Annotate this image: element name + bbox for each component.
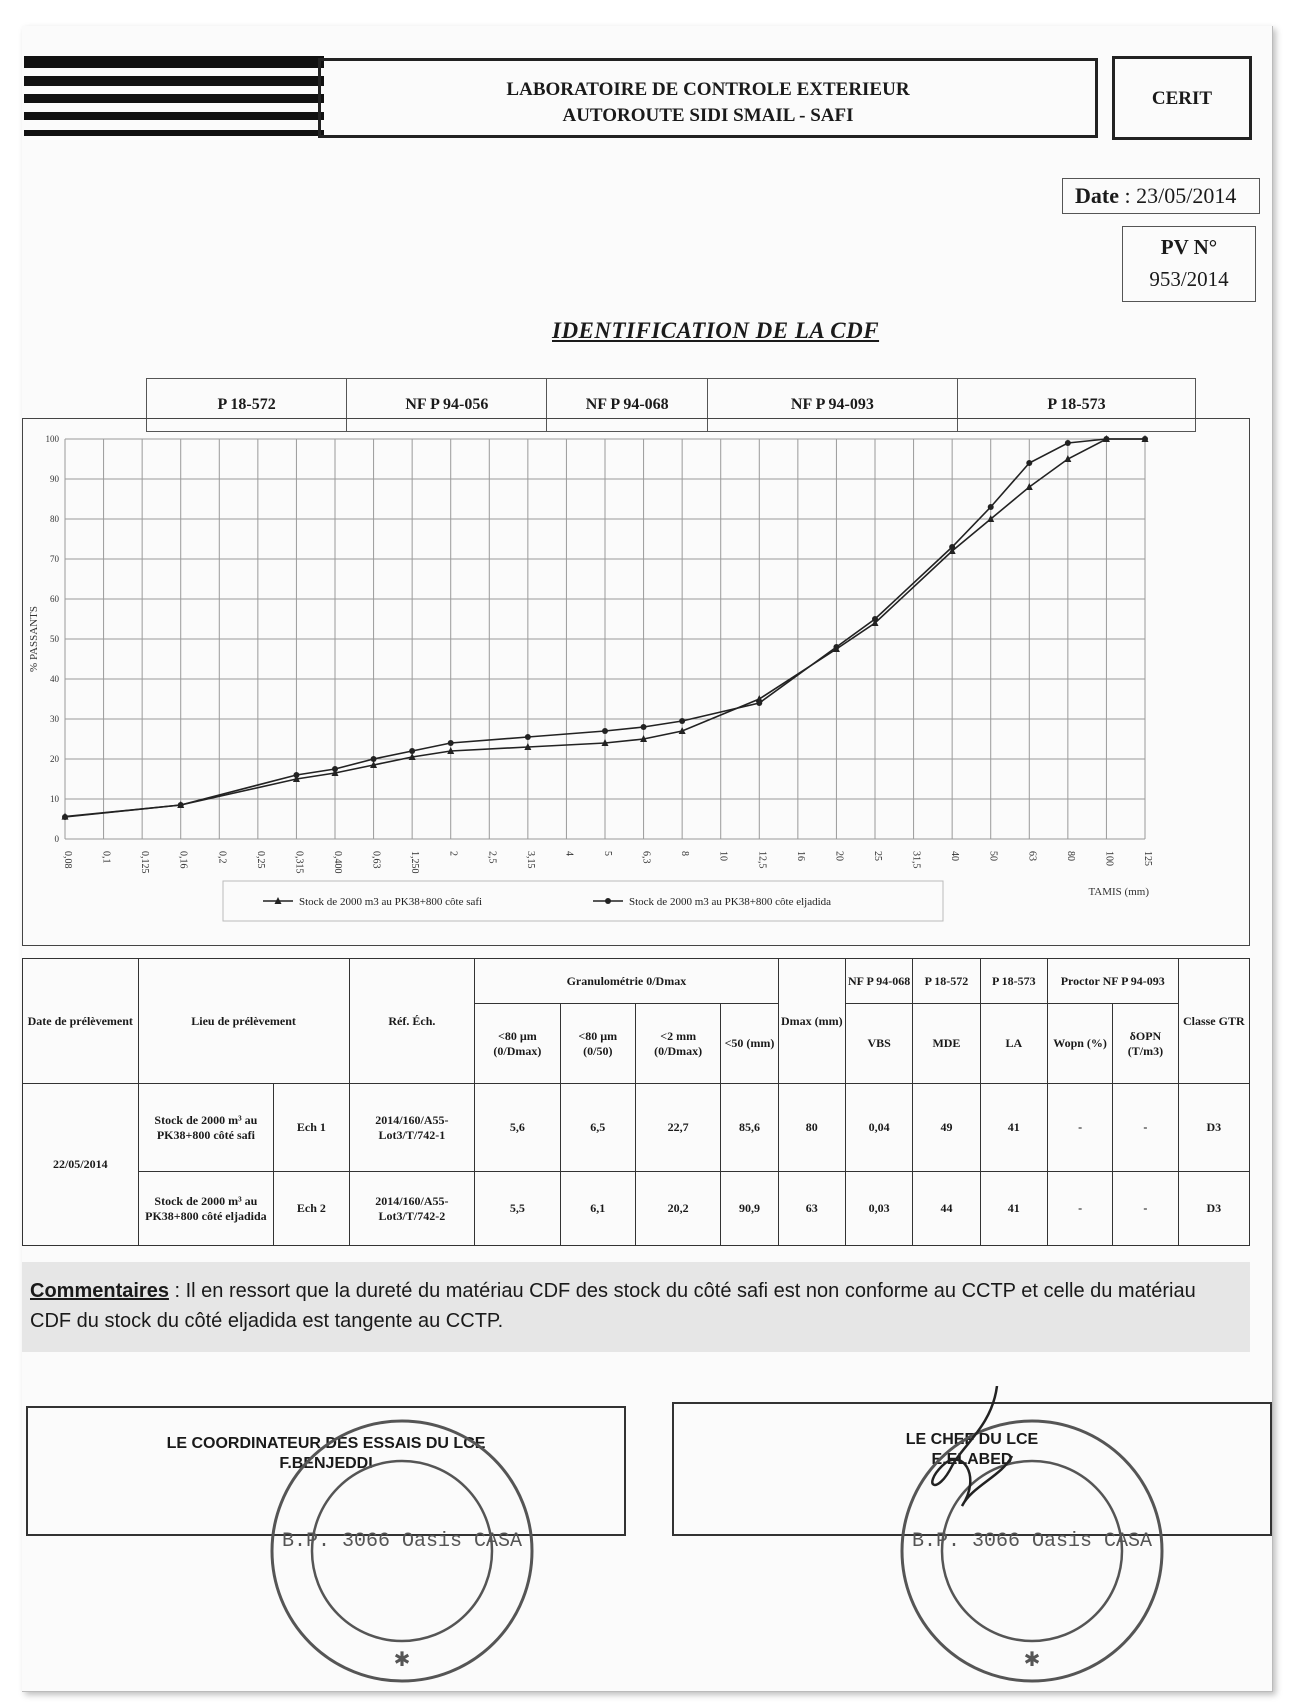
cell-vbs: 0,03 [845, 1172, 912, 1246]
x-tick-label: 0,1 [100, 851, 112, 864]
data-point [1142, 436, 1148, 442]
company-logo [24, 42, 324, 142]
y-tick-label: 0 [54, 834, 59, 844]
cell-dmax: 63 [778, 1172, 845, 1246]
cell-date: 22/05/2014 [23, 1084, 139, 1246]
coordinator-name: F.BENJEDDI [279, 1455, 373, 1472]
page-title: IDENTIFICATION DE LA CDF [552, 318, 880, 343]
th-g3: <2 mm (0/Dmax) [635, 1004, 720, 1084]
th-dopn: δOPN (T/m3) [1113, 1004, 1178, 1084]
th-g2: <80 µm (0/50) [560, 1004, 635, 1084]
norm-cell: P 18-572 [147, 379, 347, 431]
x-tick-label: 80 [1064, 851, 1076, 861]
data-point [949, 544, 955, 550]
cell-classe: D3 [1178, 1084, 1249, 1172]
x-tick-label: 40 [949, 851, 961, 861]
y-tick-label: 70 [50, 554, 59, 564]
header-box [318, 58, 1098, 138]
th-classe: Classe GTR [1178, 959, 1249, 1084]
pv-value: 953/2014 [1149, 267, 1229, 291]
x-tick-label: 100 [1103, 851, 1115, 866]
data-point [409, 748, 415, 754]
x-tick-label: 16 [794, 851, 806, 861]
th-ref: Réf. Éch. [349, 959, 475, 1084]
cell-g3: 20,2 [635, 1172, 720, 1246]
x-tick-label: 12,5 [756, 851, 768, 869]
x-tick-label: 1,250 [409, 851, 421, 874]
norm-cell: NF P 94-056 [347, 379, 547, 431]
x-tick-label: 3,15 [524, 851, 536, 869]
svg-text:✱: ✱ [393, 1649, 411, 1671]
th-mde: MDE [913, 1004, 980, 1084]
comments-text: : Il en ressort que la dureté du matériau CDF des stock du côté safi est non conforme au CCTP et celle du matériau CDF du stock du côté eljadida est tangente au CCTP. [30, 1280, 1196, 1332]
x-tick-label: 4 [563, 851, 575, 856]
cell-vbs: 0,04 [845, 1084, 912, 1172]
official-stamp-left [242, 1416, 562, 1686]
data-point [62, 814, 68, 820]
x-tick-label: 0,25 [254, 851, 266, 869]
norm-cell: NF P 94-068 [547, 379, 707, 431]
x-tick-label: 0,2 [216, 851, 228, 864]
data-point [1026, 483, 1033, 490]
cell-g4: 85,6 [721, 1084, 778, 1172]
y-tick-label: 20 [50, 754, 59, 764]
th-dmax: Dmax (mm) [778, 959, 845, 1084]
x-tick-label: 0,315 [293, 851, 305, 874]
data-point [988, 504, 994, 510]
cell-ref: 2014/160/A55-Lot3/T/742-1 [349, 1084, 475, 1172]
data-point [525, 734, 531, 740]
x-tick-label: 20 [833, 851, 845, 861]
cell-mde: 44 [913, 1172, 980, 1246]
company-name: CERIT [1112, 56, 1252, 140]
date-value: 23/05/2014 [1136, 183, 1237, 208]
cell-classe: D3 [1178, 1172, 1249, 1246]
y-tick-label: 100 [45, 434, 59, 444]
x-tick-label: 63 [1026, 851, 1038, 861]
cell-g1: 5,6 [475, 1084, 560, 1172]
y-tick-label: 30 [50, 714, 59, 724]
cell-ech: Ech 2 [274, 1172, 349, 1246]
x-tick-label: 31,5 [910, 851, 922, 869]
x-tick-label: 0,08 [62, 851, 73, 869]
data-point [872, 616, 878, 622]
cell-dopn: - [1113, 1084, 1178, 1172]
pv-box [1122, 226, 1256, 302]
data-point [1065, 440, 1071, 446]
x-tick-label: 125 [1142, 851, 1153, 866]
data-point [1026, 460, 1032, 466]
data-point [679, 718, 685, 724]
table-row [23, 1172, 1250, 1246]
document-sheet [22, 26, 1273, 1692]
stamp-left-text: B.P. 3066 Oasis CASA [281, 1530, 523, 1553]
grading-chart [22, 418, 1250, 946]
data-point [448, 740, 454, 746]
data-point [293, 772, 299, 778]
data-point [371, 756, 377, 762]
x-tick-label: 0,400 [332, 851, 343, 874]
norm-cell: NF P 94-093 [708, 379, 958, 431]
stamp-right-text: B.P. 3066 Oasis CASA [911, 1530, 1153, 1553]
cell-ref: 2014/160/A55-Lot3/T/742-2 [349, 1172, 475, 1246]
cell-ech: Ech 1 [274, 1084, 349, 1172]
header-line2: AUTOROUTE SIDI SMAIL - SAFI [562, 105, 854, 126]
table-row [23, 1084, 1250, 1172]
pv-label: PV N° [1160, 235, 1218, 259]
chief-title: LE CHEF DU LCE [905, 1431, 1039, 1448]
data-point [602, 728, 608, 734]
th-g4: <50 (mm) [721, 1004, 778, 1084]
cell-lieu: Stock de 2000 m³ au PK38+800 côté safi [138, 1084, 274, 1172]
th-p572: P 18-572 [913, 959, 980, 1004]
th-wopn: Wopn (%) [1047, 1004, 1112, 1084]
cell-wopn: - [1047, 1084, 1112, 1172]
cell-dopn: - [1113, 1172, 1178, 1246]
header-line1: LABORATOIRE DE CONTROLE EXTERIEUR [506, 79, 910, 100]
x-tick-label: 0,63 [370, 851, 382, 869]
data-point [332, 766, 338, 772]
date-label: Date [1075, 183, 1119, 208]
svg-text:✱: ✱ [1023, 1649, 1041, 1671]
data-point [178, 802, 184, 808]
cell-wopn: - [1047, 1172, 1112, 1246]
x-tick-label: 6,3 [640, 851, 652, 864]
y-tick-label: 10 [50, 794, 59, 804]
grading-chart-svg [23, 419, 1249, 945]
cell-g2: 6,5 [560, 1084, 635, 1172]
x-tick-label: 0,125 [139, 851, 151, 874]
data-point [833, 644, 839, 650]
cell-g2: 6,1 [560, 1172, 635, 1246]
data-point [641, 724, 647, 730]
x-tick-label: 25 [872, 851, 883, 861]
x-tick-label: 2,5 [486, 851, 498, 864]
cell-la: 41 [980, 1084, 1047, 1172]
x-tick-label: 10 [717, 851, 729, 861]
legend-label: Stock de 2000 m3 au PK38+800 côte safi [299, 896, 483, 908]
x-tick-label: 8 [679, 851, 691, 856]
cell-lieu: Stock de 2000 m³ au PK38+800 côté eljadida [138, 1172, 274, 1246]
cell-g4: 90,9 [721, 1172, 778, 1246]
data-point [1103, 436, 1109, 442]
x-tick-label: 5 [602, 851, 613, 856]
comments-label: Commentaires [30, 1280, 169, 1302]
cell-g1: 5,5 [475, 1172, 560, 1246]
th-date: Date de prélèvement [23, 959, 139, 1084]
y-tick-label: 80 [50, 514, 59, 524]
y-tick-label: 40 [50, 674, 59, 684]
th-la: LA [980, 1004, 1047, 1084]
date-box: Date : 23/05/2014 [1062, 178, 1260, 214]
cell-g3: 22,7 [635, 1084, 720, 1172]
cell-mde: 49 [913, 1084, 980, 1172]
th-p573: P 18-573 [980, 959, 1047, 1004]
th-proctor: Proctor NF P 94-093 [1047, 959, 1178, 1004]
y-tick-label: 50 [50, 634, 59, 644]
legend-label: Stock de 2000 m3 au PK38+800 côte eljadida [629, 896, 832, 908]
th-g1: <80 µm (0/Dmax) [475, 1004, 560, 1084]
th-nfp: NF P 94-068 [845, 959, 912, 1004]
x-tick-label: 0,16 [177, 851, 189, 869]
th-vbs: VBS [845, 1004, 912, 1084]
legend-marker [605, 898, 611, 904]
coordinator-title: LE COORDINATEUR DES ESSAIS DU LCE [166, 1435, 486, 1452]
th-lieu: Lieu de prélèvement [138, 959, 349, 1084]
x-tick-label: 2 [447, 851, 459, 856]
x-tick-label: 50 [987, 851, 999, 861]
cell-dmax: 80 [778, 1084, 845, 1172]
y-tick-label: 60 [50, 594, 59, 604]
x-axis-label: TAMIS (mm) [1088, 886, 1149, 898]
handwritten-signature [902, 1386, 1022, 1526]
results-table [22, 958, 1250, 1246]
y-tick-label: 90 [50, 474, 59, 484]
norm-cell: P 18-573 [1047, 396, 1106, 413]
cell-la: 41 [980, 1172, 1047, 1246]
y-axis-label: % PASSANTS [28, 606, 40, 672]
comments-block [22, 1262, 1250, 1352]
th-granulo: Granulométrie 0/Dmax [475, 959, 778, 1004]
data-point [756, 700, 762, 706]
chief-name: E.ELABED [931, 1451, 1013, 1468]
